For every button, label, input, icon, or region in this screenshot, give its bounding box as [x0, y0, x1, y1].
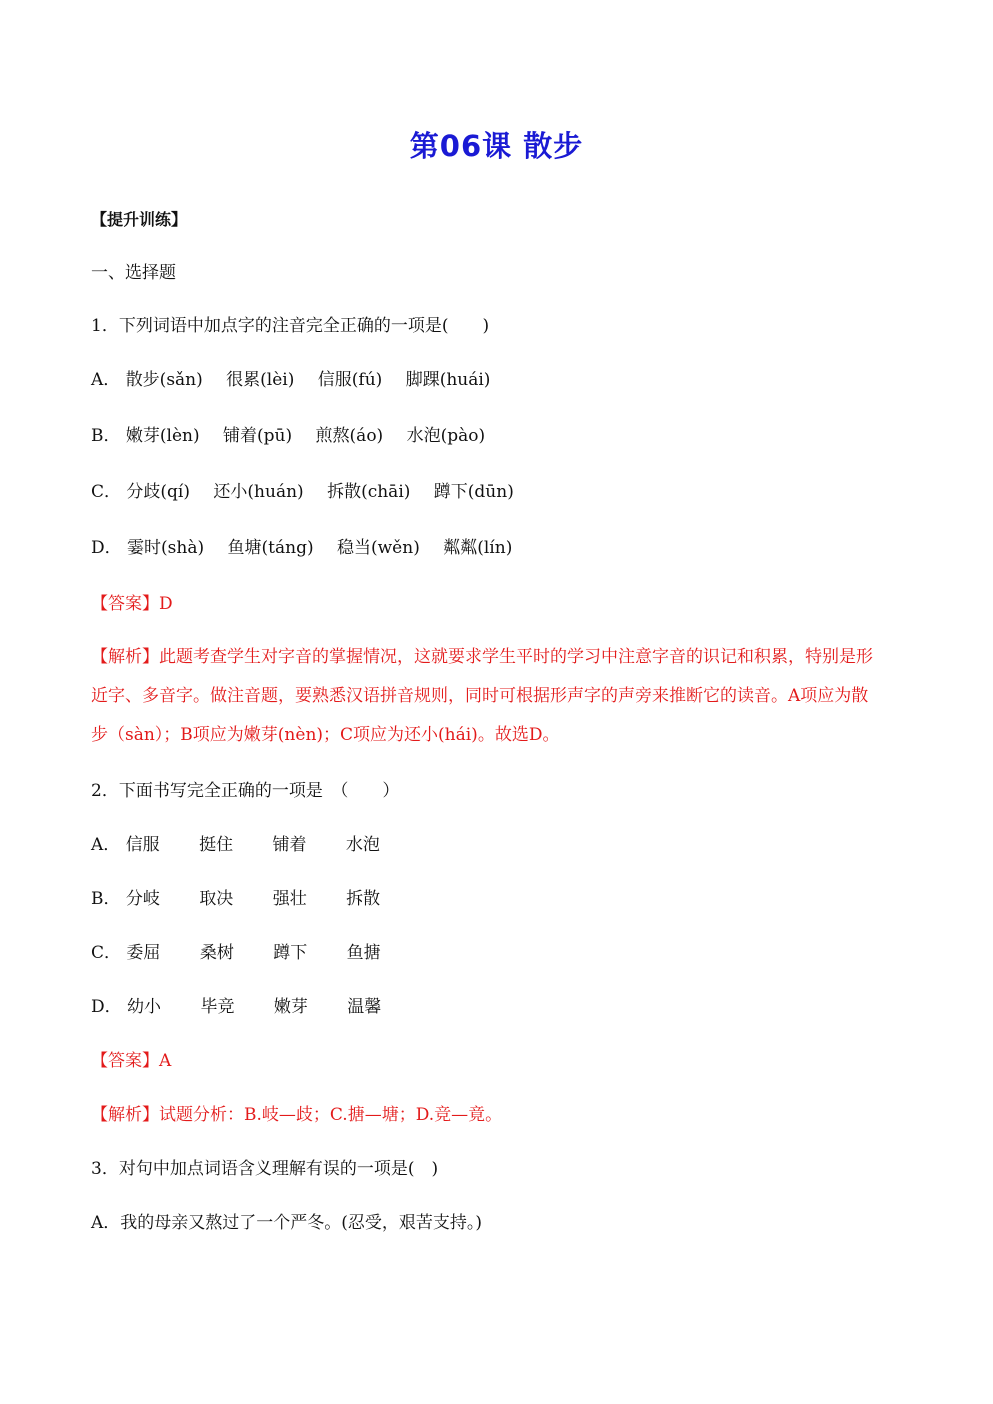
option-word: 拆散 [346, 889, 381, 909]
option-word: 散步(sǎn) [125, 370, 203, 390]
option-word: 取决 [199, 889, 234, 909]
option-word: 强壮 [272, 889, 307, 909]
option-word: 脚踝(huái) [405, 370, 491, 390]
q2-option-c [91, 941, 415, 965]
option-word: 挺住 [199, 835, 234, 855]
option-label: B． [91, 426, 121, 446]
analysis-line: 步（sàn）；B项应为嫩芽(nèn)；C项应为还小(hái)。故选D。 [91, 725, 560, 745]
q1-option-b [91, 424, 503, 448]
option-label: C． [91, 482, 122, 502]
option-word: 信服 [125, 835, 160, 855]
option-word: 粼粼(lín) [443, 538, 513, 558]
q3-stem: 3．对句中加点词语含义理解有误的一项是( ) [91, 1159, 439, 1179]
page-title: 第06课 散步 [409, 129, 584, 163]
q1-analysis [91, 638, 906, 755]
q2-answer: 【答案】A [91, 1051, 172, 1071]
option-word: 温馨 [347, 997, 382, 1017]
option-word: 分岐 [125, 889, 160, 909]
q3-option-a: A．我的母亲又熬过了一个严冬。(忍受，艰苦支持。) [91, 1213, 483, 1233]
option-word: 分歧(qí) [126, 482, 191, 502]
option-word: 委屈 [126, 943, 161, 963]
analysis-line: 【解析】此题考查学生对字音的掌握情况，这就要求学生平时的学习中注意字音的识记和积累，特别是形 [91, 647, 873, 667]
option-word: 拆散(chāi) [327, 482, 411, 502]
option-label: D． [91, 538, 122, 558]
part-heading: 一、选择题 [91, 263, 176, 283]
option-word: 嫩芽(lèn) [125, 426, 200, 446]
option-label: B． [91, 889, 121, 909]
analysis-line: 近字、多音字。做注音题，要熟悉汉语拼音规则，同时可根据形声字的声旁来推断它的读音。A项应为散 [91, 686, 869, 706]
option-label: A． [91, 835, 121, 855]
option-label: D． [91, 997, 122, 1017]
option-word: 蹲下(dūn) [433, 482, 514, 502]
option-word: 霎时(shà) [127, 538, 205, 558]
option-word: 鱼塘(táng) [227, 538, 314, 558]
option-word: 很累(lèi) [226, 370, 295, 390]
option-label: C． [91, 943, 122, 963]
q1-stem: 1．下列词语中加点字的注音完全正确的一项是( ) [91, 316, 490, 336]
option-word: 铺着 [272, 835, 307, 855]
section-tag: 【提升训练】 [91, 210, 188, 229]
option-label: A． [91, 370, 121, 390]
option-word: 稳当(wěn) [337, 538, 420, 558]
q1-option-a [91, 368, 508, 392]
q2-option-b [91, 887, 414, 911]
q2-stem: 2．下面书写完全正确的一项是 （ ） [91, 781, 400, 801]
option-word: 信服(fú) [317, 370, 383, 390]
q2-option-d [91, 995, 415, 1019]
q2-analysis: 【解析】试题分析：B.岐—歧；C.搪—塘；D.竞—竟。 [91, 1105, 503, 1125]
q1-option-c [91, 480, 532, 504]
option-word: 铺着(pū) [223, 426, 293, 446]
q2-option-a [91, 833, 414, 857]
option-word: 毕竞 [200, 997, 235, 1017]
option-word: 水泡 [345, 835, 380, 855]
option-word: 煎熬(áo) [315, 426, 384, 446]
option-word: 幼小 [127, 997, 162, 1017]
option-word: 水泡(pào) [406, 426, 486, 446]
option-word: 还小(huán) [213, 482, 304, 502]
option-word: 嫩芽 [273, 997, 308, 1017]
option-word: 桑树 [199, 943, 234, 963]
q1-option-d [91, 536, 530, 560]
option-word: 鱼搪 [346, 943, 381, 963]
q1-answer: 【答案】D [91, 594, 173, 614]
option-word: 蹲下 [273, 943, 308, 963]
